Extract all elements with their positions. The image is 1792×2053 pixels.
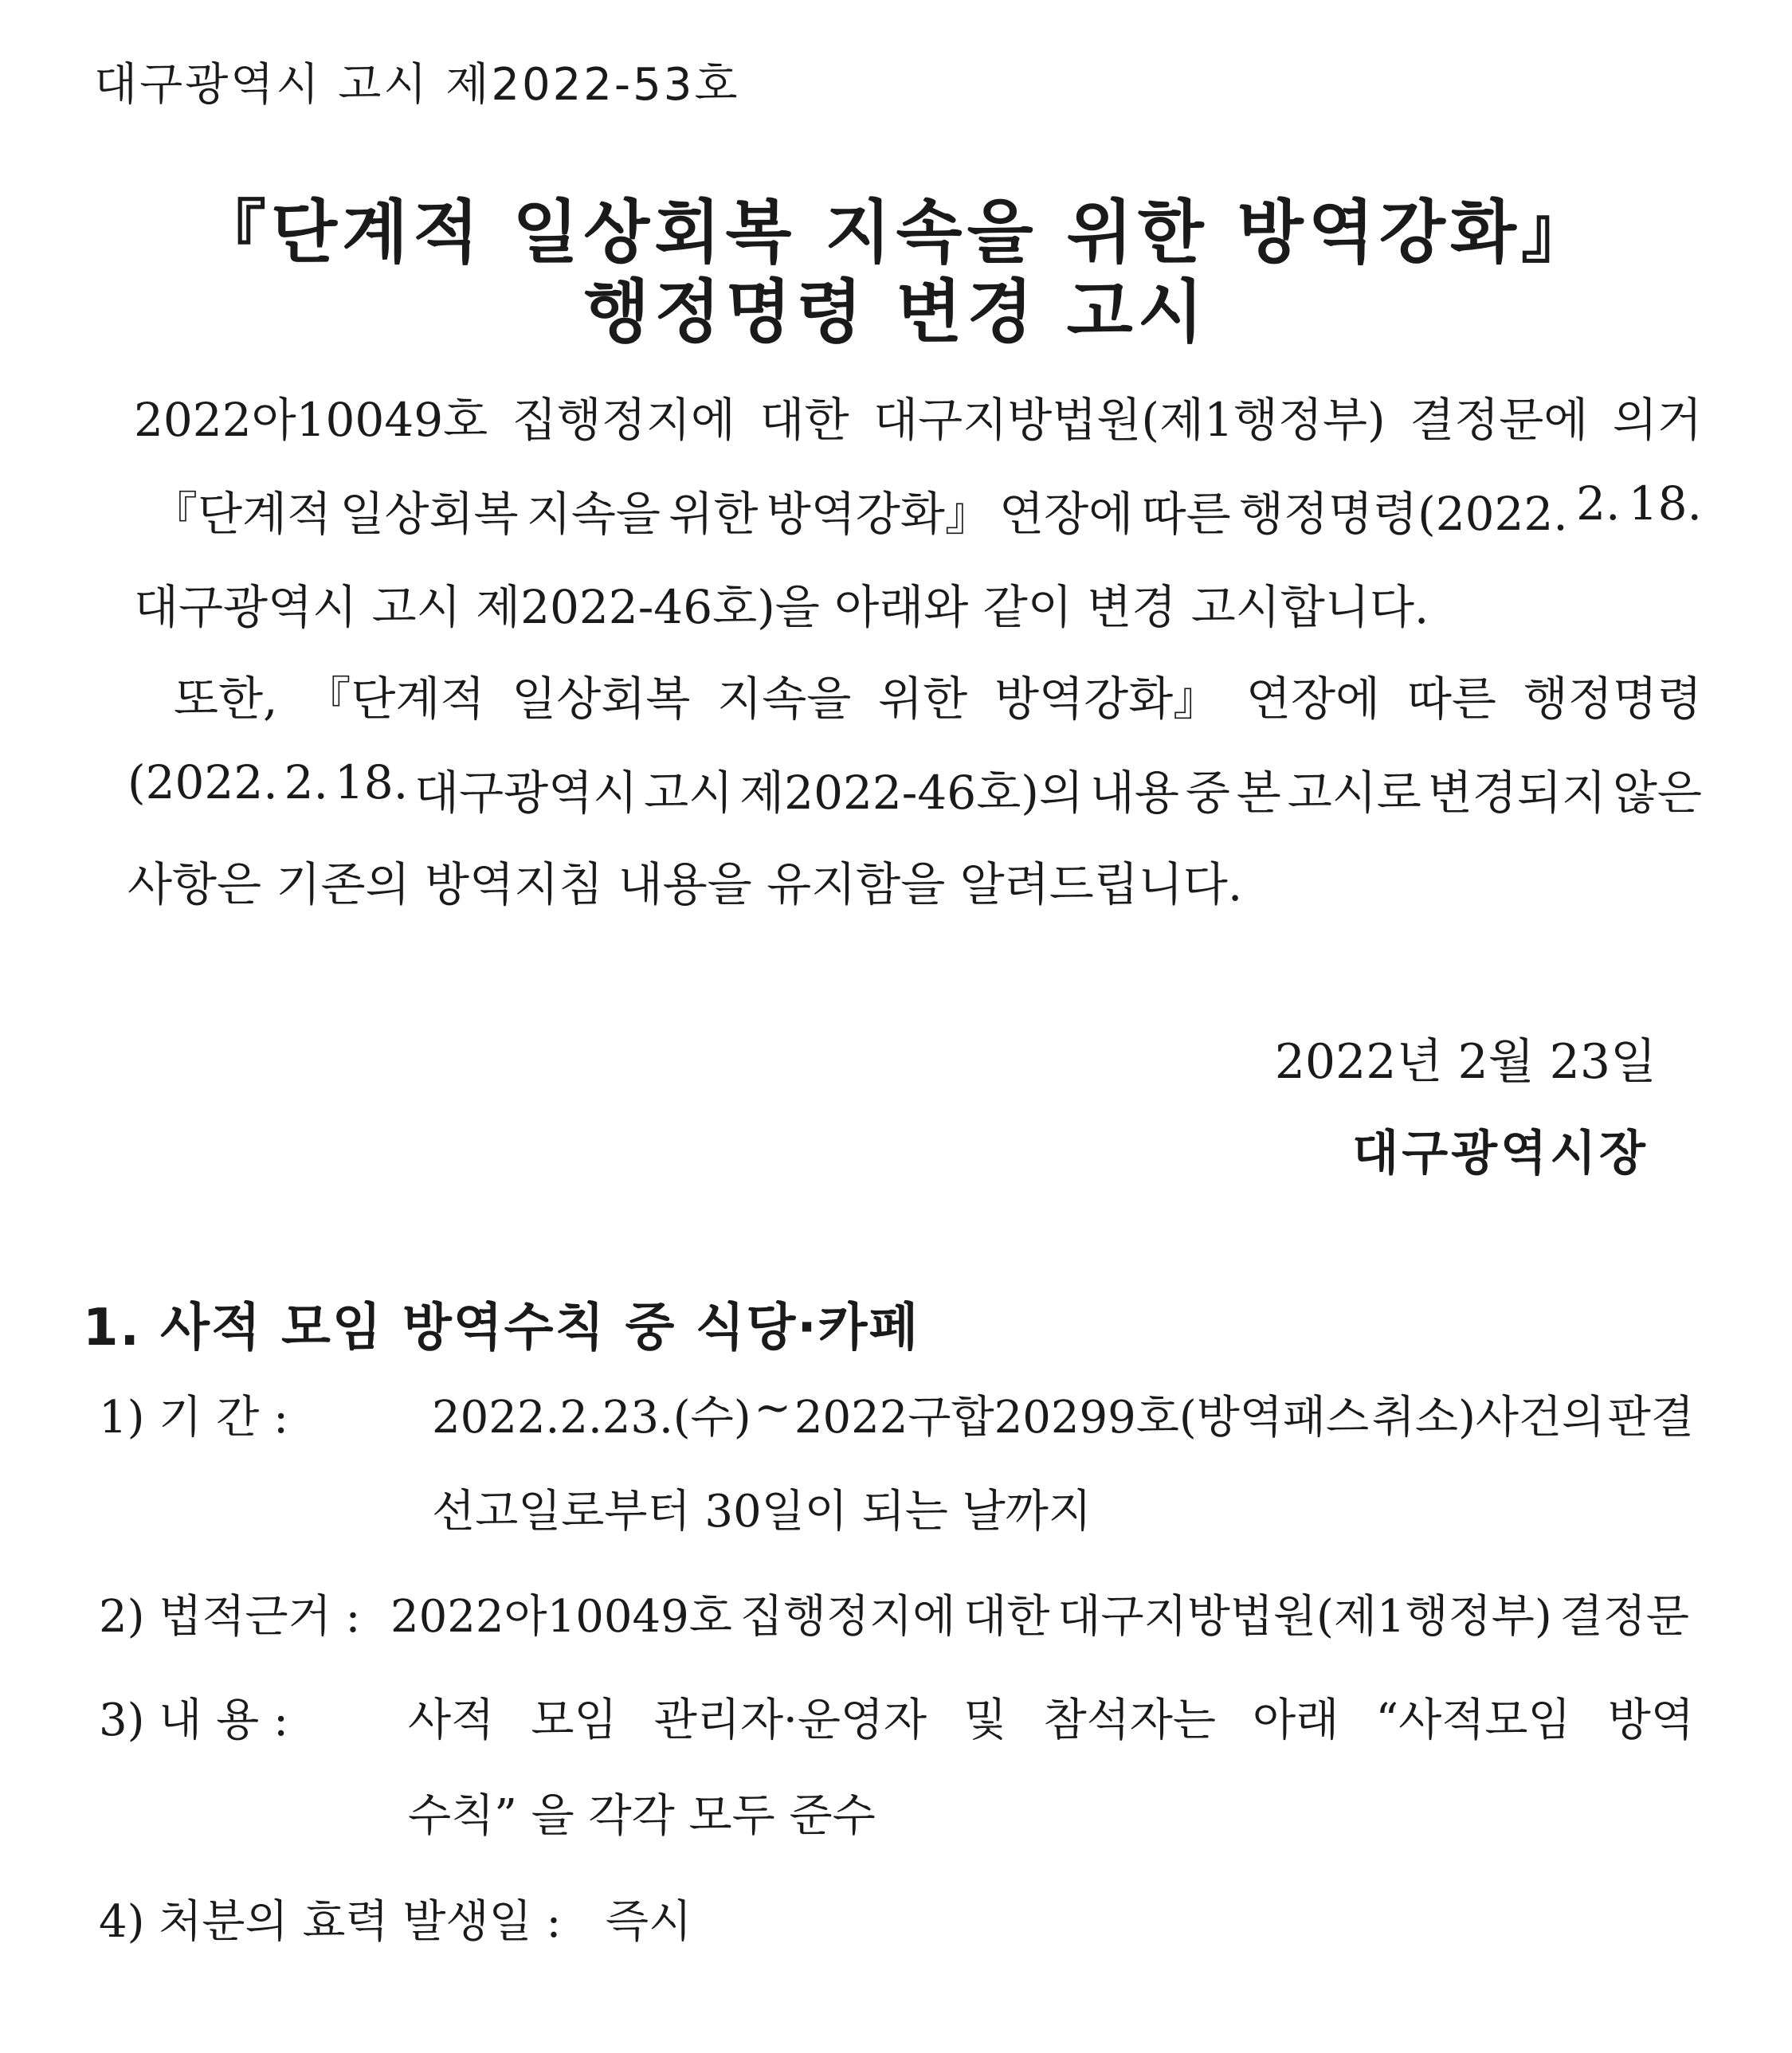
paragraph1-line1: 2022아10049호 집행정지에 대한 대구지방법원(제1행정부) 결정문에 의거: [134, 393, 1702, 447]
issuer-name: 대구광역시장: [1352, 1126, 1649, 1181]
section1-heading: 1. 사적 모임 방역수칙 중 식당·카페: [83, 1299, 920, 1358]
paragraph1-line3: 대구광역시 고시 제2022-46호)을 아래와 같이 변경 고시합니다.: [134, 580, 1429, 634]
notice-title-line1: 『단계적 일상회복 지속을 위한 방역강화』: [198, 193, 1594, 272]
item4-label: 4) 처분의 효력 발생일 :: [99, 1896, 562, 1948]
paragraph2-line3: 사항은 기존의 방역지침 내용을 유지함을 알려드립니다.: [127, 857, 1243, 911]
paragraph2-line2: (2022. 2. 18. 대구광역시 고시 제2022-46호)의 내용 중 본 고시로 변경되지 않은: [127, 755, 1702, 820]
item2-text-line1: 2022아10049호 집행정지에 대한 대구지방법원(제1행정부) 결정문: [390, 1591, 1689, 1643]
item1-text-line1: 2022.2.23.(수) ~ 2022구합20299호(방역패스 취소)사건의 판결: [432, 1382, 1694, 1444]
notice-number: 대구광역시 고시 제2022-53호: [94, 59, 740, 111]
item2-label: 2) 법적근거 :: [99, 1591, 361, 1643]
item4-text: 즉시: [606, 1896, 692, 1948]
item3-text-line1: 사적 모임 관리자·운영자 및 참석자는 아래 “사적모임 방역: [408, 1695, 1694, 1746]
paragraph1-line2: 『단계적 일상회복 지속을 위한 방역강화』 연장에 따른 행정명령(2022. 2. 18.: [151, 476, 1702, 541]
item1-text-line2: 선고일로부터 30일이 되는 날까지: [432, 1486, 1092, 1538]
item3-text-line2: 수칙” 을 각각 모두 준수: [408, 1790, 876, 1842]
item3-label: 3) 내 용 :: [99, 1695, 288, 1746]
item1-label: 1) 기 간 :: [99, 1392, 288, 1444]
paragraph2-line1: 또한, 『단계적 일상회복 지속을 위한 방역강화』 연장에 따른 행정명령: [174, 672, 1702, 726]
notice-date: 2022년 2월 23일: [1274, 1034, 1657, 1090]
notice-title-line2: 행정명령 변경 고시: [583, 272, 1209, 352]
